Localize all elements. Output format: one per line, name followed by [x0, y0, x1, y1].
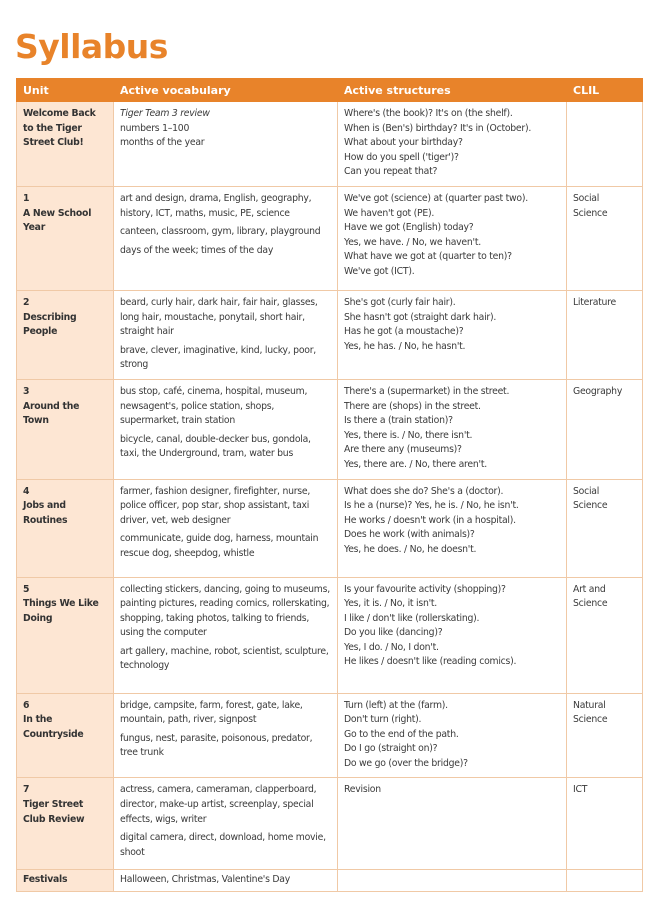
structure-line: Yes, it is. / No, it isn't.	[344, 598, 437, 610]
vocabulary-text: fungus, nest, parasite, poisonous, predator, tree trunk	[120, 732, 313, 759]
structure-line: Yes, there is. / No, there isn't.	[344, 429, 473, 441]
table-row	[17, 479, 643, 577]
header-active-vocabulary: Active vocabulary	[114, 79, 338, 102]
clil-cell	[567, 870, 643, 892]
vocabulary-group	[120, 344, 331, 373]
vocabulary-group	[120, 699, 331, 728]
clil-cell: Geography	[567, 379, 643, 479]
clil-cell	[567, 102, 643, 187]
vocabulary-group	[120, 732, 331, 761]
structure-line: We've got (science) at (quarter past two).	[344, 192, 528, 204]
header-active-structures: Active structures	[338, 79, 567, 102]
unit-cell	[17, 778, 114, 870]
vocabulary-group	[120, 783, 331, 827]
vocabulary-text: farmer, fashion designer, firefighter, nurse, police officer, pop star, shop assistant, taxi driver, vet, web designer	[120, 485, 311, 526]
table-row	[17, 693, 643, 778]
vocabulary-text: bicycle, canal, double-decker bus, gondola, taxi, the Underground, tram, water bus	[120, 433, 311, 460]
vocabulary-text: bridge, campsite, farm, forest, gate, lake, mountain, path, river, signpost	[120, 699, 303, 726]
unit-name: Jobs and Routines	[23, 500, 68, 526]
unit-cell	[17, 870, 114, 892]
vocabulary-cell	[114, 577, 338, 693]
unit-number: 2	[23, 296, 30, 308]
header-unit: Unit	[17, 79, 114, 102]
unit-name: A New School Year	[23, 207, 92, 234]
unit-number: 6	[23, 699, 30, 711]
structures-cell	[338, 102, 567, 187]
structure-line: Do you like (dancing)?	[344, 627, 443, 639]
structure-line: Is there a (train station)?	[344, 415, 453, 427]
unit-cell	[17, 102, 114, 187]
vocabulary-text: bus stop, café, cinema, hospital, museum, newsagent's, police station, shops, supermarket, train station	[120, 385, 308, 427]
vocabulary-group	[120, 583, 331, 641]
unit-name: Festivals	[23, 874, 68, 886]
structure-line: Don't turn (right).	[344, 714, 422, 726]
unit-name: In the Countryside	[23, 714, 84, 740]
structures-cell	[338, 870, 567, 892]
vocabulary-cell	[114, 379, 338, 479]
structure-line: Has he got (a moustache)?	[344, 326, 464, 338]
unit-name: Tiger Street Club Review	[23, 799, 85, 825]
vocabulary-text: beard, curly hair, dark hair, fair hair, glasses, long hair, moustache, ponytail, short hair, straight hair	[120, 296, 318, 338]
structure-line: Yes, there are. / No, there aren't.	[344, 458, 487, 470]
vocabulary-group	[120, 244, 331, 259]
table-row	[17, 870, 643, 892]
table-row	[17, 186, 643, 290]
unit-name: Welcome Back to the Tiger Street Club!	[23, 108, 96, 149]
table-row	[17, 290, 643, 379]
vocabulary-cell	[114, 290, 338, 379]
structure-line: We haven't got (PE).	[344, 207, 435, 219]
clil-cell: Natural Science	[567, 693, 643, 778]
structure-line: Yes, we have. / No, we haven't.	[344, 236, 481, 248]
vocabulary-text: art gallery, machine, robot, scientist, sculpture, technology	[120, 645, 329, 672]
unit-number: 4	[23, 485, 30, 497]
vocabulary-text: days of the week; times of the day	[120, 244, 274, 256]
vocabulary-text: collecting stickers, dancing, going to museums, painting pictures, reading comics, rollerskating, shopping, taking photos, talking to friends, using the computer	[120, 583, 330, 639]
structure-line: Revision	[344, 784, 381, 796]
vocabulary-review-line: Tiger Team 3 review	[120, 108, 210, 119]
vocabulary-group	[120, 122, 331, 151]
unit-name: Describing People	[23, 311, 77, 338]
structure-line: Go to the end of the path.	[344, 728, 459, 740]
structure-line: When is (Ben's) birthday? It's in (October).	[344, 122, 532, 134]
vocabulary-text: digital camera, direct, download, home movie, shoot	[120, 832, 326, 858]
unit-number: 3	[23, 385, 30, 397]
structure-line: We've got (ICT).	[344, 265, 415, 277]
structure-line: There's a (supermarket) in the street.	[344, 385, 510, 397]
structure-line: Yes, he does. / No, he doesn't.	[344, 543, 477, 555]
structure-line: Where's (the book)? It's on (the shelf).	[344, 108, 513, 119]
table-row	[17, 102, 643, 187]
vocabulary-text: months of the year	[120, 137, 205, 149]
unit-number: 7	[23, 784, 30, 796]
vocabulary-group	[120, 192, 331, 221]
structures-cell	[338, 778, 567, 870]
structure-line: Can you repeat that?	[344, 166, 438, 178]
clil-cell: Social Science	[567, 186, 643, 290]
structure-line: He likes / doesn't like (reading comics).	[344, 656, 517, 668]
unit-name: Things We Like Doing	[23, 598, 99, 624]
structure-line: Does he work (with animals)?	[344, 529, 475, 541]
structure-line: Have we got (English) today?	[344, 222, 474, 234]
vocabulary-cell	[114, 102, 338, 187]
vocabulary-group	[120, 532, 331, 561]
structure-line: There are (shops) in the street.	[344, 400, 481, 412]
structure-line: Turn (left) at the (farm).	[344, 699, 448, 711]
structure-line: Do we go (over the bridge)?	[344, 757, 468, 769]
structure-line: Is he a (nurse)? Yes, he is. / No, he isn't.	[344, 500, 519, 512]
unit-name: Around the Town	[23, 400, 80, 427]
structure-line: She's got (curly fair hair).	[344, 296, 456, 308]
vocabulary-text: communicate, guide dog, harness, mountain rescue dog, sheepdog, whistle	[120, 533, 319, 559]
vocabulary-text: canteen, classroom, gym, library, playground	[120, 226, 321, 238]
unit-number: 1	[23, 192, 30, 204]
vocabulary-group	[120, 873, 331, 888]
unit-cell	[17, 693, 114, 778]
structure-line: What about your birthday?	[344, 137, 463, 149]
vocabulary-group	[120, 225, 331, 240]
structures-cell	[338, 693, 567, 778]
structure-line: What does she do? She's a (doctor).	[344, 485, 504, 497]
header-clil: CLIL	[567, 79, 643, 102]
table-row	[17, 778, 643, 870]
unit-cell	[17, 186, 114, 290]
structures-cell	[338, 479, 567, 577]
table-header-row	[17, 79, 643, 102]
structure-line: I like / don't like (rollerskating).	[344, 612, 480, 624]
table-body	[17, 102, 643, 892]
vocabulary-cell	[114, 778, 338, 870]
structures-cell	[338, 186, 567, 290]
vocabulary-cell	[114, 186, 338, 290]
vocabulary-cell	[114, 479, 338, 577]
structures-cell	[338, 577, 567, 693]
table-row	[17, 577, 643, 693]
structure-line: Yes, I do. / No, I don't.	[344, 641, 439, 653]
unit-cell	[17, 479, 114, 577]
structure-line: He works / doesn't work (in a hospital).	[344, 514, 516, 526]
table-row	[17, 379, 643, 479]
structure-line: She hasn't got (straight dark hair).	[344, 311, 497, 323]
structure-line: What have we got at (quarter to ten)?	[344, 251, 512, 263]
vocabulary-text: numbers 1–100	[120, 122, 190, 134]
structure-line: Is your favourite activity (shopping)?	[344, 583, 506, 595]
vocabulary-group	[120, 831, 331, 860]
structure-line: How do you spell ('tiger')?	[344, 151, 459, 163]
clil-cell: Literature	[567, 290, 643, 379]
vocabulary-cell	[114, 693, 338, 778]
structure-line: Do I go (straight on)?	[344, 743, 438, 755]
clil-cell: Art and Science	[567, 577, 643, 693]
clil-cell: Social Science	[567, 479, 643, 577]
vocabulary-cell	[114, 870, 338, 892]
vocabulary-group	[120, 645, 331, 674]
unit-cell	[17, 379, 114, 479]
vocabulary-group	[120, 433, 331, 462]
vocabulary-group	[120, 485, 331, 529]
structure-line: Are there any (museums)?	[344, 444, 462, 456]
vocabulary-group	[120, 385, 331, 429]
vocabulary-text: Halloween, Christmas, Valentine's Day	[120, 874, 291, 886]
vocabulary-text: art and design, drama, English, geography, history, ICT, maths, music, PE, science	[120, 192, 312, 219]
unit-number: 5	[23, 583, 30, 595]
page-title: Syllabus	[15, 27, 168, 66]
structures-cell	[338, 379, 567, 479]
unit-cell	[17, 577, 114, 693]
clil-cell: ICT	[567, 778, 643, 870]
vocabulary-text: actress, camera, cameraman, clapperboard, director, make-up artist, screenplay, special effects, wigs, writer	[120, 784, 317, 825]
vocabulary-text: brave, clever, imaginative, kind, lucky, poor, strong	[120, 344, 316, 371]
vocabulary-group	[120, 296, 331, 340]
unit-cell	[17, 290, 114, 379]
structures-cell	[338, 290, 567, 379]
syllabus-table	[16, 78, 643, 892]
structure-line: Yes, he has. / No, he hasn't.	[344, 340, 466, 352]
